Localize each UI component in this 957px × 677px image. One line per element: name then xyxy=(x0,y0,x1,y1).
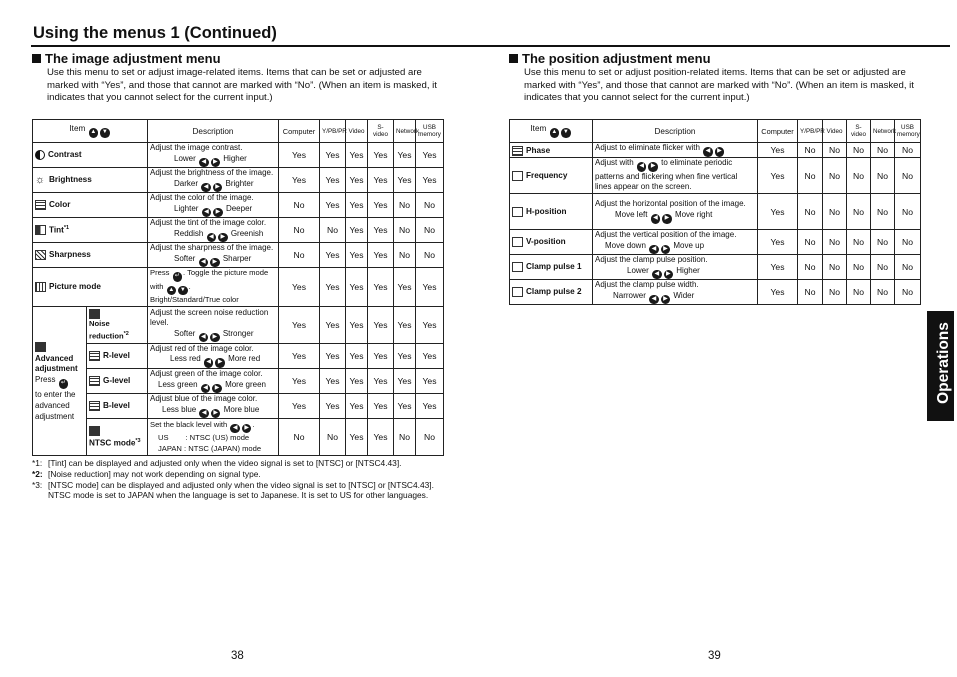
item-description: Adjust the clamp pulse position. xyxy=(595,255,708,265)
value-cell: Yes xyxy=(368,343,394,368)
value-cell: Yes xyxy=(394,268,416,306)
side-tab-label: Operations xyxy=(935,322,952,404)
svideo-header: S-video xyxy=(847,120,871,143)
value-cell: No xyxy=(895,143,921,158)
value-cell: No xyxy=(416,243,444,268)
left-action: Less red xyxy=(170,354,201,364)
enter-button-icon: ↵ xyxy=(59,379,69,389)
value-cell: No xyxy=(416,419,444,456)
right-button-icon: ▶ xyxy=(215,358,225,368)
right-button-icon: ▶ xyxy=(212,384,222,394)
table-row xyxy=(33,419,444,456)
ypbpr-header: Y/PB/PR xyxy=(320,120,346,143)
left-action: Narrower xyxy=(613,290,646,300)
left-button-icon: ◀ xyxy=(199,409,209,419)
table-row xyxy=(33,268,444,306)
value-cell: Yes xyxy=(416,394,444,419)
value-cell: No xyxy=(279,419,320,456)
item-name: G-level xyxy=(103,376,131,386)
value-cell: Yes xyxy=(346,143,368,168)
value-cell: Yes xyxy=(416,343,444,368)
value-cell: Yes xyxy=(416,368,444,393)
left-action: Reddish xyxy=(174,228,204,238)
left-button-icon: ◀ xyxy=(204,358,214,368)
value-cell: Yes xyxy=(416,306,444,343)
value-cell: Yes xyxy=(346,218,368,243)
item-name: Noise reduction$^{*2}$ xyxy=(89,318,129,341)
item-header: Item ▲ ▼ xyxy=(510,120,593,143)
item-name: B-level xyxy=(103,401,130,411)
table-row xyxy=(33,243,444,268)
image-adjustment-heading: The image adjustment menu xyxy=(32,51,221,66)
value-cell: Yes xyxy=(368,268,394,306)
item-name: Picture mode xyxy=(49,282,101,292)
item-name: Clamp pulse 2 xyxy=(526,287,582,297)
table-row xyxy=(510,280,921,305)
footnote: *3: [NTSC mode] can be displayed and adjusted only when the video signal is set to [NTSC] or [NTSC4.43]. NTSC mode is set to JAPAN when the language is set to Japanese. It is set to US for other languages. xyxy=(32,479,434,501)
right-action: More blue xyxy=(223,404,260,414)
computer-header: Computer xyxy=(758,120,798,143)
left-action: Darker xyxy=(174,178,199,188)
value-cell: No xyxy=(895,194,921,230)
ntsc-mode-icon xyxy=(89,426,100,436)
item-name: Brightness xyxy=(49,174,92,184)
value-cell: Yes xyxy=(346,168,368,193)
page-title: Using the menus 1 (Continued) xyxy=(33,24,277,42)
value-cell: Yes xyxy=(279,343,320,368)
value-cell: No xyxy=(320,419,346,456)
position-adjustment-heading: The position adjustment menu xyxy=(509,51,711,66)
clamp-pulse-2-icon xyxy=(512,287,523,297)
value-cell: No xyxy=(847,280,871,305)
left-action: Softer xyxy=(174,253,196,263)
item-description: Adjust blue of the image color. xyxy=(150,394,258,404)
footnote: *2: [Noise reduction] may not work depending on signal type. xyxy=(32,468,261,479)
left-action: Less blue xyxy=(162,404,197,414)
ypbpr-header: Y/PB/PR xyxy=(798,120,823,143)
page-number-left: 38 xyxy=(231,650,244,662)
v-position-icon xyxy=(512,237,523,247)
item-description: Adjust to eliminate flicker with ◀ ▶ xyxy=(593,143,758,158)
left-action: Lower xyxy=(174,153,196,163)
table-row xyxy=(510,255,921,280)
value-cell: No xyxy=(823,230,847,255)
value-cell: Yes xyxy=(394,394,416,419)
value-cell: Yes xyxy=(394,368,416,393)
contrast-icon xyxy=(35,150,45,160)
left-button-icon: ◀ xyxy=(230,424,240,434)
right-button-icon: ▶ xyxy=(210,333,220,343)
right-button-icon: ▶ xyxy=(664,270,674,280)
value-cell: No xyxy=(847,255,871,280)
computer-header: Computer xyxy=(279,120,320,143)
table-row xyxy=(510,158,921,194)
left-button-icon: ◀ xyxy=(637,162,647,172)
video-header: Video xyxy=(823,120,847,143)
usb-header: USB memory xyxy=(416,120,444,143)
left-action: Move left xyxy=(615,210,648,220)
right-action: Move up xyxy=(673,240,705,250)
value-cell: No xyxy=(847,230,871,255)
value-cell: No xyxy=(847,143,871,158)
value-cell: Yes xyxy=(758,230,798,255)
right-action: Stronger xyxy=(222,328,254,338)
h-position-icon xyxy=(512,207,523,217)
value-cell: Yes xyxy=(758,280,798,305)
value-cell: Yes xyxy=(320,193,346,218)
value-cell: Yes xyxy=(368,394,394,419)
item-description: Set the black level with ◀ ▶ . US : NTSC (US) mode JAPAN : NTSC (JAPAN) mode xyxy=(148,419,279,456)
right-button-icon: ▶ xyxy=(211,158,221,168)
video-header: Video xyxy=(346,120,368,143)
clamp-pulse-1-icon xyxy=(512,262,523,272)
up-button-icon: ▲ xyxy=(89,128,99,138)
value-cell: No xyxy=(895,230,921,255)
value-cell: No xyxy=(320,218,346,243)
item-name: Sharpness xyxy=(49,250,91,260)
title-rule xyxy=(31,45,950,47)
value-cell: No xyxy=(871,158,895,194)
value-cell: Yes xyxy=(346,419,368,456)
right-action: Wider xyxy=(673,290,695,300)
left-button-icon: ◀ xyxy=(199,333,209,343)
image-adjustment-table xyxy=(32,119,444,456)
item-name: Tint$^{*1}$ xyxy=(49,225,70,236)
value-cell: No xyxy=(798,143,823,158)
page-number-right: 39 xyxy=(708,650,721,662)
value-cell: Yes xyxy=(320,143,346,168)
item-description: Adjust with ◀ ▶ to eliminate periodic patterns and flickering when fine vertical lines appear on the screen. xyxy=(593,158,758,194)
value-cell: Yes xyxy=(416,268,444,306)
table-row xyxy=(510,143,921,158)
item-name: Color xyxy=(49,200,71,210)
down-button-icon: ▼ xyxy=(100,128,110,138)
value-cell: No xyxy=(798,255,823,280)
value-cell: No xyxy=(847,158,871,194)
value-cell: No xyxy=(394,218,416,243)
table-row xyxy=(33,368,444,393)
item-description: Adjust red of the image color. xyxy=(150,343,254,353)
value-cell: Yes xyxy=(279,306,320,343)
value-cell: Yes xyxy=(279,368,320,393)
right-action: Move right xyxy=(674,210,713,220)
item-header: Item ▲ ▼ xyxy=(33,120,148,143)
value-cell: Yes xyxy=(368,193,394,218)
frequency-icon xyxy=(512,171,523,181)
table-row xyxy=(33,168,444,193)
left-button-icon: ◀ xyxy=(202,208,212,218)
right-action: Greenish xyxy=(230,228,264,238)
usb-header: USB memory xyxy=(895,120,921,143)
footnotes xyxy=(32,458,444,501)
value-cell: Yes xyxy=(758,143,798,158)
value-cell: No xyxy=(416,218,444,243)
value-cell: Yes xyxy=(368,168,394,193)
value-cell: No xyxy=(823,143,847,158)
left-action: Less green xyxy=(158,379,198,389)
right-button-icon: ▶ xyxy=(662,214,672,224)
item-description: Adjust the image contrast. xyxy=(150,143,243,152)
table-row xyxy=(510,194,921,230)
right-button-icon: ▶ xyxy=(715,147,725,157)
item-description: Adjust the tint of the image color. xyxy=(150,218,267,228)
operations-side-tab xyxy=(927,311,954,421)
value-cell: No xyxy=(823,158,847,194)
value-cell: No xyxy=(279,218,320,243)
value-cell: Yes xyxy=(279,168,320,193)
advanced-adjustment-cell: Advanced adjustment Press ↵ to enter the advanced adjustment xyxy=(33,306,87,455)
value-cell: No xyxy=(871,255,895,280)
up-button-icon: ▲ xyxy=(550,128,560,138)
down-button-icon: ▼ xyxy=(561,128,571,138)
value-cell: Yes xyxy=(320,243,346,268)
value-cell: Yes xyxy=(346,368,368,393)
left-button-icon: ◀ xyxy=(651,214,661,224)
phase-icon xyxy=(512,146,523,156)
position-adjustment-intro: Use this menu to set or adjust position-related items. Items that can be set or adjusted are marked with “Yes”, and those that cannot are marked with “No”. (When an item is masked, it indicates that you cannot select for the current input.) xyxy=(524,67,914,104)
item-description: Adjust the screen noise reduction level. xyxy=(150,307,269,328)
bullet-square-icon xyxy=(32,54,41,63)
value-cell: Yes xyxy=(758,194,798,230)
description-header: Description xyxy=(593,120,758,143)
value-cell: Yes xyxy=(346,243,368,268)
up-button-icon: ▲ xyxy=(167,286,177,296)
right-button-icon: ▶ xyxy=(210,258,220,268)
value-cell: No xyxy=(394,419,416,456)
right-button-icon: ▶ xyxy=(213,208,223,218)
brightness-icon: ☼ xyxy=(35,173,46,186)
table-row xyxy=(33,193,444,218)
table-row xyxy=(33,306,444,343)
value-cell: No xyxy=(798,230,823,255)
noise-reduction-icon xyxy=(89,309,100,319)
value-cell: No xyxy=(798,280,823,305)
value-cell: No xyxy=(895,280,921,305)
network-header: Network xyxy=(394,120,416,143)
value-cell: Yes xyxy=(346,193,368,218)
value-cell: Yes xyxy=(368,143,394,168)
left-button-icon: ◀ xyxy=(201,183,211,193)
value-cell: No xyxy=(871,280,895,305)
left-action: Move down xyxy=(605,240,646,250)
footnote: *1: [Tint] can be displayed and adjusted only when the video signal is set to [NTSC] or [NTSC4.43]. xyxy=(32,458,402,468)
b-level-icon xyxy=(89,401,100,411)
value-cell: Yes xyxy=(346,268,368,306)
value-cell: No xyxy=(394,243,416,268)
left-button-icon: ◀ xyxy=(201,384,211,394)
value-cell: Yes xyxy=(758,158,798,194)
value-cell: Yes xyxy=(346,306,368,343)
left-action: Lower xyxy=(627,265,649,275)
value-cell: Yes xyxy=(368,419,394,456)
value-cell: Yes xyxy=(394,168,416,193)
value-cell: Yes xyxy=(416,168,444,193)
bullet-square-icon xyxy=(509,54,518,63)
r-level-icon xyxy=(89,351,100,361)
description-header: Description xyxy=(148,120,279,143)
right-button-icon: ▶ xyxy=(661,295,671,305)
value-cell: No xyxy=(871,194,895,230)
value-cell: No xyxy=(416,193,444,218)
item-description: Adjust the vertical position of the image. xyxy=(595,230,737,239)
color-icon xyxy=(35,200,46,210)
table-row xyxy=(33,218,444,243)
left-button-icon: ◀ xyxy=(199,258,209,268)
value-cell: Yes xyxy=(346,343,368,368)
value-cell: No xyxy=(798,158,823,194)
right-action: Higher xyxy=(223,153,247,163)
item-description: Press ↵ . Toggle the picture mode with ▲ ▼ . Bright/Standard/True color xyxy=(148,268,279,306)
item-name: H-position xyxy=(526,206,567,216)
value-cell: Yes xyxy=(279,268,320,306)
right-button-icon: ▶ xyxy=(648,162,658,172)
item-name: Frequency xyxy=(526,170,568,180)
item-description: Adjust the clamp pulse width. xyxy=(595,280,699,290)
network-header: Network xyxy=(871,120,895,143)
value-cell: No xyxy=(823,255,847,280)
right-action: Sharper xyxy=(222,253,252,263)
left-button-icon: ◀ xyxy=(199,158,209,168)
value-cell: No xyxy=(871,143,895,158)
item-name: Contrast xyxy=(48,150,82,160)
value-cell: Yes xyxy=(758,255,798,280)
left-button-icon: ◀ xyxy=(652,270,662,280)
value-cell: No xyxy=(823,194,847,230)
right-button-icon: ▶ xyxy=(211,409,221,419)
table-row xyxy=(510,230,921,255)
table-row xyxy=(33,143,444,168)
value-cell: Yes xyxy=(368,306,394,343)
right-button-icon: ▶ xyxy=(661,245,671,255)
picture-mode-icon xyxy=(35,282,46,292)
right-action: More red xyxy=(228,354,261,364)
enter-button-icon: ↵ xyxy=(173,272,183,282)
left-button-icon: ◀ xyxy=(649,245,659,255)
tint-icon xyxy=(35,225,46,235)
value-cell: No xyxy=(847,194,871,230)
value-cell: Yes xyxy=(279,394,320,419)
item-name: R-level xyxy=(103,350,130,360)
left-action: Softer xyxy=(174,328,196,338)
item-description: Adjust green of the image color. xyxy=(150,368,263,378)
g-level-icon xyxy=(89,376,100,386)
item-description: Adjust the horizontal position of the image. xyxy=(595,199,746,209)
right-action: Brighter xyxy=(225,178,254,188)
position-adjustment-table xyxy=(509,119,921,305)
value-cell: Yes xyxy=(346,394,368,419)
value-cell: No xyxy=(823,280,847,305)
left-button-icon: ◀ xyxy=(649,295,659,305)
item-description: Adjust the color of the image. xyxy=(150,193,254,203)
value-cell: No xyxy=(279,193,320,218)
table-row xyxy=(33,394,444,419)
value-cell: Yes xyxy=(320,394,346,419)
value-cell: Yes xyxy=(279,143,320,168)
left-button-icon: ◀ xyxy=(207,233,217,243)
svideo-header: S-video xyxy=(368,120,394,143)
right-button-icon: ▶ xyxy=(213,183,223,193)
value-cell: No xyxy=(279,243,320,268)
advanced-adjustment-icon xyxy=(35,342,46,352)
right-button-icon: ▶ xyxy=(242,424,252,434)
value-cell: Yes xyxy=(368,218,394,243)
left-button-icon: ◀ xyxy=(703,147,713,157)
image-adjustment-intro: Use this menu to set or adjust image-related items. Items that can be set or adjusted are marked with “Yes”, and those that cannot are marked with “No”. (When an item is masked, it indicates that you cannot select for the current input.) xyxy=(47,67,437,104)
item-description: Adjust the brightness of the image. xyxy=(150,168,274,178)
value-cell: Yes xyxy=(394,143,416,168)
value-cell: Yes xyxy=(416,143,444,168)
value-cell: Yes xyxy=(320,168,346,193)
item-description: Adjust the sharpness of the image. xyxy=(150,243,274,253)
right-action: More green xyxy=(225,379,266,389)
item-name: V-position xyxy=(526,237,566,247)
item-name: Phase xyxy=(526,145,551,155)
value-cell: No xyxy=(895,158,921,194)
value-cell: Yes xyxy=(368,243,394,268)
right-action: Deeper xyxy=(225,203,253,213)
right-action: Higher xyxy=(676,265,700,275)
value-cell: Yes xyxy=(368,368,394,393)
down-button-icon: ▼ xyxy=(178,286,188,296)
value-cell: Yes xyxy=(394,306,416,343)
item-name: NTSC mode$^{*3}$ xyxy=(89,437,141,448)
value-cell: No xyxy=(871,230,895,255)
value-cell: Yes xyxy=(320,343,346,368)
value-cell: No xyxy=(798,194,823,230)
right-button-icon: ▶ xyxy=(218,233,228,243)
value-cell: Yes xyxy=(320,368,346,393)
value-cell: Yes xyxy=(320,306,346,343)
left-action: Lighter xyxy=(174,203,199,213)
item-name: Clamp pulse 1 xyxy=(526,262,582,272)
value-cell: Yes xyxy=(320,268,346,306)
table-row xyxy=(33,343,444,368)
value-cell: No xyxy=(895,255,921,280)
value-cell: No xyxy=(394,193,416,218)
value-cell: Yes xyxy=(394,343,416,368)
sharpness-icon xyxy=(35,250,46,260)
